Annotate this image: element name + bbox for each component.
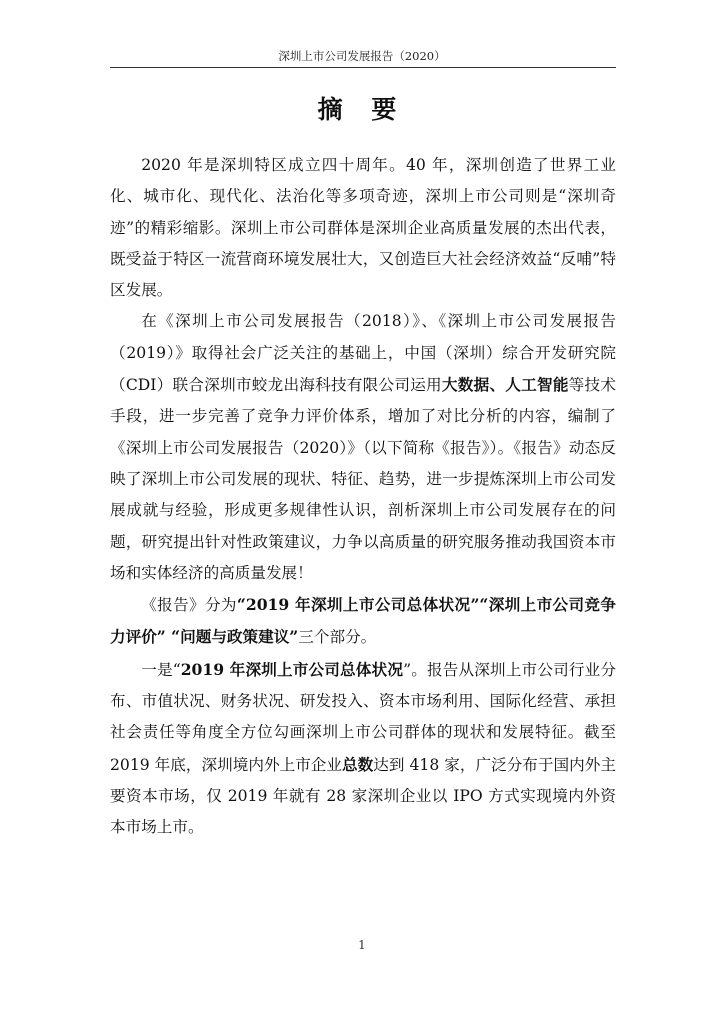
text-segment: 一是“: [141, 660, 181, 679]
page-title: 摘 要: [317, 95, 407, 124]
bold-text-segment: 2019 年深圳上市公司总体状况: [180, 659, 404, 679]
text-segment: 2020 年是深圳特区成立四十周年。40 年，深圳创造了世界工业化、城市化、现代化、法治化等多项奇迹，深圳上市公司则是“深圳奇迹”的精彩缩影。深圳上市公司群体是深圳企业高质量发展的杰出代表，既受益于特区一流营商环境发展壮大，又创造巨大社会经济效益“反哺”特区发展。: [110, 156, 616, 300]
text-segment: 达到 418 家，广泛分布于国内外主要资本市场，仅 2019 年就有 28 家深圳企业以 IPO 方式实现境内外资本市场上市。: [110, 755, 616, 837]
header-rule: [110, 67, 616, 68]
bold-text-segment: 总数: [342, 754, 374, 774]
text-segment: 等技术手段，进一步完善了竞争力评价体系，增加了对比分析的内容，编制了《深圳上市公司发展报告（2020）》（以下简称《报告》）。《报告》动态反映了深圳上市公司发展的现状、特征、趋势，进一步提炼深圳上市公司发展成就与经验，形成更多规律性认识，剖析深圳上市公司发展存在的问题，研究提出针对性政策建议，力争以高质量的研究服务推动我国资本市场和实体经济的高质量发展！: [110, 376, 616, 582]
bold-text-segment: “2019 年深圳上市公司总体状况”“深圳上市公司竞争力评价” “问题与政策建议”: [110, 595, 616, 647]
running-header: 深圳上市公司发展报告（2020）: [278, 49, 446, 63]
text-segment: 三个部分。: [298, 628, 377, 647]
text-segment: ”。报告从深圳上市公司行业分布、市值状况、财务状况、研发投入、资本市场利用、国际化经营、承担社会责任等角度全方位勾画深圳上市公司群体的现状和发展特征。截至 2019 年底，深圳境内外上市企业: [110, 660, 616, 774]
page-number: 1: [358, 938, 366, 952]
paragraph-intro: [110, 150, 616, 306]
body-text: [110, 150, 616, 844]
paragraph-part-one: [110, 654, 616, 844]
bold-text-segment: 大数据、人工智能: [441, 375, 569, 395]
text-segment: 在《深圳上市公司发展报告（2018）》、《深圳上市公司发展报告（2019）》取得社会广泛关注的基础上，中国（深圳）综合开发研究院（CDI）联合深圳市蛟龙出海科技有限公司运用: [110, 312, 616, 395]
text-segment: 《报告》分为: [141, 596, 237, 615]
paragraph-report-background: [110, 306, 616, 589]
paragraph-report-structure: [110, 589, 616, 654]
